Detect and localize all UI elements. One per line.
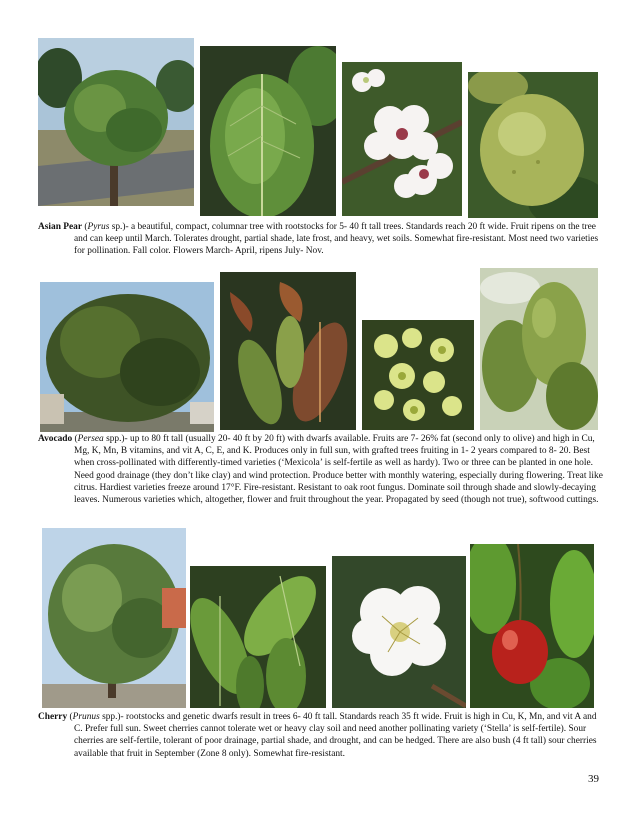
cherry-flower-photo [332,556,466,708]
avocado-description: Avocado (Persea spp.)- up to 80 ft tall (usually 20- 40 ft by 20 ft) with dwarfs available. Fruits are 7- 26% fat (second only to olive) and high in Cu, Mg, K, Mn, B vitamins, and vit A, C, E, and K. Produces only in full sun, with grafted trees fruiting in 1- 2 years compared to 8- 20. Best when cross-pollinated with differently-timed varieties (‘Mexicola’ is self-fertile as well as hardy). Two or three can be planted in one hole. Need good drainage (they don’t like clay) and wind protection. Produce better with monthly watering, especially during flowering. Treat like citrus. Hardiest varieties freeze around 17°F. Fire-resistant. Resistant to oak root fungus. Dominate soil through shade and slowly-decaying leaves. Numerous varieties which, altogether, flower and fruit throughout the year. Propagated by seed (though not true), softwood cuttings. [38,434,603,506]
asian-pear-fruit-photo [468,72,598,218]
asian-pear-name: Asian Pear [38,222,83,232]
cherry-genus: Prunus [72,712,100,722]
avocado-genus: Persea [77,434,104,444]
cherry-description: Cherry (Prunus spp.)- rootstocks and genetic dwarfs result in trees 6- 40 ft tall. Standards reach 35 ft wide. Fruit is high in Cu, K, Mn, and vit A and C. Prefer full sun. Sweet cherries cannot tolerate wet or heavy clay soil and need another pollinating variety (‘Stella’ is self-fertile). Sour cherries are self-fertile, tolerant of poor drainage, partial shade, and drought, and can be hedged. There are also bush (4 ft tall) sour cherries available that fruit in September (Zone 8 only). Somewhat fire-resistant. [38,712,597,759]
avocado-fruit-photo [480,268,598,430]
cherry-name: Cherry [38,712,68,722]
asian-pear-description: Asian Pear (Pyrus sp.)- a beautiful, compact, columnar tree with rootstocks for 5- 40 ft tall trees. Standards reach 20 ft wide. Fruit ripens on the tree and can keep until March. Tolerates drought, partial shade, late frost, and heavy, wet soils. Somewhat fire-resistant. Most need two varieties for pollination. Fall color. Flowers March- April, ripens July- Nov. [38,222,599,257]
avocado-tree-photo [40,282,214,432]
asian-pear-tree-photo [38,38,194,206]
avocado-leaf-photo [220,272,356,430]
asian-pear-genus: Pyrus [87,222,110,232]
cherry-leaf-photo [190,566,326,708]
page-number: 39 [588,773,599,785]
avocado-flower-photo [362,320,474,430]
asian-pear-leaf-photo [200,46,336,216]
cherry-tree-photo [42,528,186,708]
avocado-name: Avocado [38,434,73,444]
asian-pear-flower-photo [342,62,462,216]
cherry-fruit-photo [470,544,594,708]
